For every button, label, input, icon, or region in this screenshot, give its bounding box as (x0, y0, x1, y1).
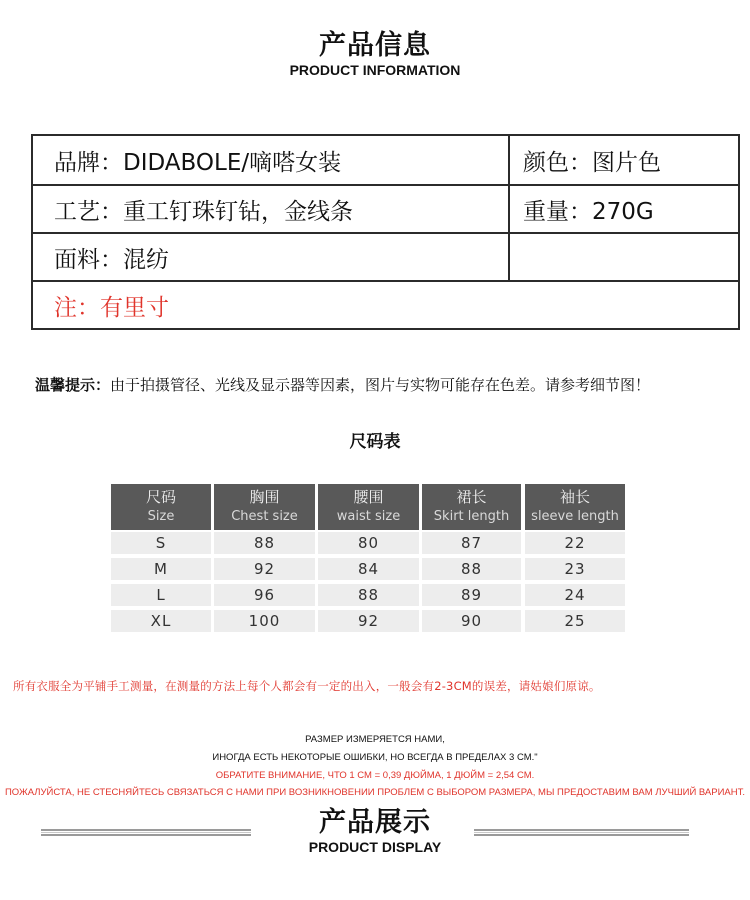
product-display-subtitle: PRODUCT DISPLAY (308, 839, 442, 855)
header-label-zh: 尺码 (145, 488, 176, 506)
size-column-5 (525, 484, 625, 630)
fabric-cell: 面料：混纺 (33, 234, 510, 280)
size-header-cell (318, 484, 419, 530)
product-info-header (0, 30, 750, 78)
info-row-craft (33, 184, 738, 232)
size-cell: 84 (318, 558, 419, 580)
info-row-note (33, 280, 738, 328)
product-info-table (31, 134, 740, 330)
product-info-subtitle: PRODUCT INFORMATION (289, 62, 461, 78)
header-label-zh: 裙长 (456, 488, 487, 506)
size-cell: 96 (214, 584, 315, 606)
size-cell: 23 (525, 558, 625, 580)
size-cell: 92 (318, 610, 419, 632)
empty-cell (510, 234, 738, 280)
product-info-title: 产品信息 (319, 30, 431, 61)
header-label-zh: 胸围 (249, 488, 280, 506)
brand-cell: 品牌：DIDABOLE/嘀嗒女装 (33, 136, 510, 184)
color-tip (35, 374, 650, 395)
tip-text: 由于拍摄管径、光线及显示器等因素，图片与实物可能存在色差。请参考细节图！ (110, 376, 651, 394)
size-column-1 (111, 484, 211, 630)
size-cell: 24 (525, 584, 625, 606)
craft-cell: 工艺：重工钉珠钉钻，金线条 (33, 186, 510, 232)
info-row-brand (33, 136, 738, 184)
size-column-2 (214, 484, 315, 630)
size-cell: 100 (214, 610, 315, 632)
size-cell: 25 (525, 610, 625, 632)
size-cell: 92 (214, 558, 315, 580)
ru-note-1: РАЗМЕР ИЗМЕРЯЕТСЯ НАМИ, (305, 734, 445, 745)
size-cell: S (111, 532, 211, 554)
size-cell: XL (111, 610, 211, 632)
size-cell: 80 (318, 532, 419, 554)
product-display-title: 产品展示 (319, 807, 431, 838)
size-cell: 88 (318, 584, 419, 606)
size-cell: L (111, 584, 211, 606)
measurement-note: 所有衣服全为平铺手工测量，在测量的方法上每个人都会有一定的出入，一般会有2-3CM的误差，请姑娘们原谅。 (13, 679, 601, 693)
size-column-4 (422, 484, 521, 630)
size-cell: 89 (422, 584, 521, 606)
size-header-cell (214, 484, 315, 530)
weight-cell: 重量：270G (523, 198, 654, 225)
ru-note-2: ИНОГДА ЕСТЬ НЕКОТОРЫЕ ОШИБКИ, НО ВСЕГДА В ПРЕДЕЛАХ 3 СМ." (212, 752, 538, 763)
size-cell: 88 (214, 532, 315, 554)
size-header-cell (525, 484, 625, 530)
size-cell: 90 (422, 610, 521, 632)
size-header-cell (111, 484, 211, 530)
size-cell: M (111, 558, 211, 580)
header-label-en: waist size (336, 509, 401, 524)
size-cell: 87 (422, 532, 521, 554)
header-label-en: sleeve length (531, 509, 619, 524)
ru-note-3: ОБРАТИТЕ ВНИМАНИЕ, ЧТО 1 СМ = 0,39 ДЮЙМА, 1 ДЮЙМ = 2,54 СМ. (215, 770, 535, 781)
info-row-fabric (33, 232, 738, 280)
size-column-3 (318, 484, 419, 630)
ru-note-4: ПОЖАЛУЙСТА, НЕ СТЕСНЯЙТЕСЬ СВЯЗАТЬСЯ С НАМИ ПРИ ВОЗНИКНОВЕНИИ ПРОБЛЕМ С ВЫБОРОМ РАЗМЕРА, МЫ ПРЕДОСТАВИМ ВАМ ЛУЧШИЙ ВАРИАНТ. (4, 787, 746, 798)
color-cell: 颜色：图片色 (523, 149, 661, 176)
lining-note: 注：有里寸 (54, 294, 169, 321)
product-display-header (0, 807, 750, 855)
size-cell: 88 (422, 558, 521, 580)
header-label-zh: 袖长 (559, 488, 590, 506)
size-chart-title: 尺码表 (349, 432, 401, 452)
header-label-en: Size (147, 509, 175, 524)
tip-label: 温馨提示： (35, 376, 111, 394)
header-label-en: Skirt length (433, 509, 510, 524)
header-label-en: Chest size (231, 509, 298, 524)
size-header-cell (422, 484, 521, 530)
size-cell: 22 (525, 532, 625, 554)
header-label-zh: 腰围 (353, 488, 384, 506)
